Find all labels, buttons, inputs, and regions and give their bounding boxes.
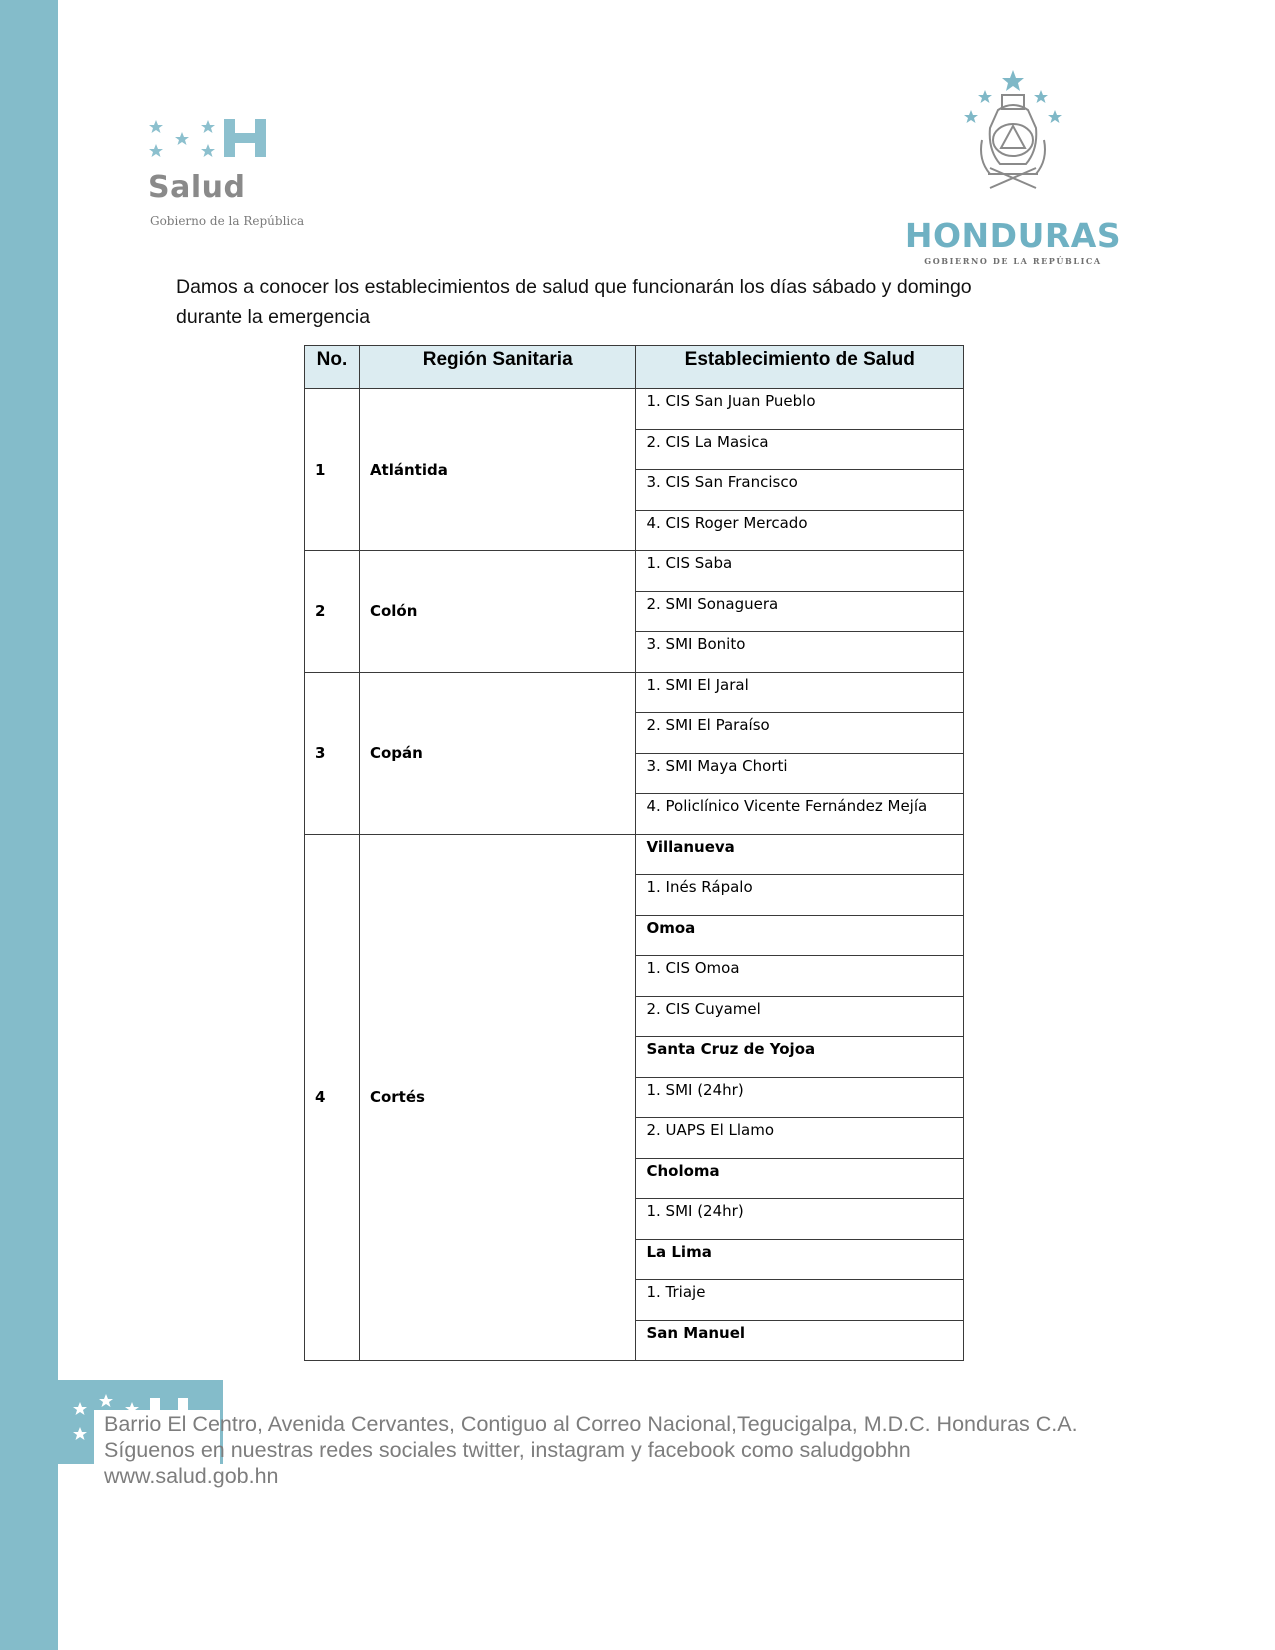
intro-line-2: durante la emergencia: [176, 306, 371, 328]
footer-address: Barrio El Centro, Avenida Cervantes, Contiguo al Correo Nacional,Tegucigalpa, M.D.C. Honduras C.A.: [104, 1412, 1078, 1436]
municipality-heading-cell: Santa Cruz de Yojoa: [636, 1037, 964, 1078]
establishment-cell: 3. SMI Maya Chorti: [636, 753, 964, 794]
establishment-cell: 1. CIS Saba: [636, 551, 964, 592]
left-decorative-band: [0, 0, 58, 1650]
salud-stars-h-icon: [148, 118, 278, 168]
region-number-cell: 1: [305, 389, 360, 551]
table-header-row: [305, 346, 964, 389]
municipality-heading-cell: Villanueva: [636, 834, 964, 875]
establishment-cell: 4. CIS Roger Mercado: [636, 510, 964, 551]
region-name-cell: Copán: [359, 672, 636, 834]
establishment-cell: 1. CIS San Juan Pueblo: [636, 389, 964, 430]
table-row: [305, 672, 964, 713]
salud-logo: [148, 118, 328, 228]
salud-logo-subtitle: Gobierno de la República: [150, 214, 305, 228]
region-number-cell: 4: [305, 834, 360, 1361]
establishment-cell: 2. CIS La Masica: [636, 429, 964, 470]
intro-paragraph: [176, 272, 1056, 332]
municipality-heading-cell: La Lima: [636, 1239, 964, 1280]
header-no: No.: [305, 346, 360, 389]
salud-logo-word: Salud: [148, 170, 246, 205]
intro-line-1: Damos a conocer los establecimientos de salud que funcionarán los días sábado y domingo: [176, 276, 972, 298]
footer-website: www.salud.gob.hn: [104, 1464, 279, 1488]
establishment-cell: 2. CIS Cuyamel: [636, 996, 964, 1037]
municipality-heading-cell: San Manuel: [636, 1320, 964, 1361]
establishment-cell: 3. CIS San Francisco: [636, 470, 964, 511]
establishment-cell: 2. UAPS El Llamo: [636, 1118, 964, 1159]
table-row: [305, 389, 964, 430]
header-region: Región Sanitaria: [359, 346, 636, 389]
establishment-cell: 1. CIS Omoa: [636, 956, 964, 997]
municipality-heading-cell: Choloma: [636, 1158, 964, 1199]
table-row: [305, 834, 964, 875]
region-name-cell: Colón: [359, 551, 636, 673]
table-row: [305, 551, 964, 592]
coat-of-arms-icon: [898, 70, 1128, 210]
footer-social: Síguenos en nuestras redes sociales twitter, instagram y facebook como saludgobhn: [104, 1438, 911, 1462]
establishment-cell: 2. SMI Sonaguera: [636, 591, 964, 632]
establishment-cell: 4. Policlínico Vicente Fernández Mejía: [636, 794, 964, 835]
header-establishment: Establecimiento de Salud: [636, 346, 964, 389]
establishment-cell: 3. SMI Bonito: [636, 632, 964, 673]
establishment-cell: 1. Inés Rápalo: [636, 875, 964, 916]
region-number-cell: 3: [305, 672, 360, 834]
establishment-cell: 2. SMI El Paraíso: [636, 713, 964, 754]
establishment-cell: 1. SMI (24hr): [636, 1199, 964, 1240]
region-name-cell: Atlántida: [359, 389, 636, 551]
region-number-cell: 2: [305, 551, 360, 673]
honduras-logo-word: HONDURAS: [904, 216, 1122, 255]
table-body: [305, 389, 964, 1361]
establishments-table: [304, 345, 964, 1361]
municipality-heading-cell: Omoa: [636, 915, 964, 956]
honduras-logo: [898, 70, 1128, 265]
region-name-cell: Cortés: [359, 834, 636, 1361]
footer-contact: [104, 1411, 1078, 1489]
establishment-cell: 1. SMI El Jaral: [636, 672, 964, 713]
establishment-cell: 1. SMI (24hr): [636, 1077, 964, 1118]
honduras-logo-subtitle: GOBIERNO DE LA REPÚBLICA: [924, 256, 1102, 266]
establishment-cell: 1. Triaje: [636, 1280, 964, 1321]
